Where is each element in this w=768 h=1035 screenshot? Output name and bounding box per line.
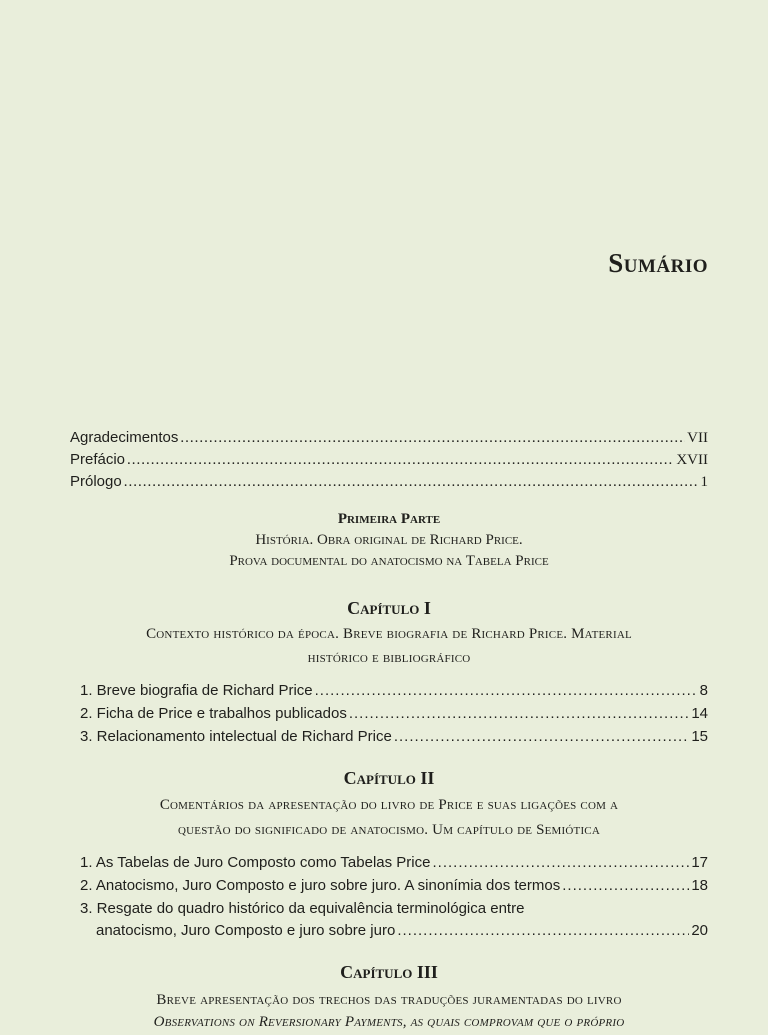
dot-leader: [315, 680, 698, 702]
chapter-description-2: questão do significado de anatocismo. Um capítulo de Semiótica: [177, 822, 600, 838]
chapter-description-1: Contexto histórico da época. Breve biografia de Richard Price. Material: [146, 626, 632, 642]
chapter-description-2: Observations on Reversionary Payments, as quais comprovam que o próprio: [153, 1014, 625, 1030]
toc-label: 2. Anatocismo, Juro Composto e juro sobre juro. A sinonímia dos termos: [80, 877, 561, 894]
toc-page: 1: [700, 474, 708, 490]
toc-label: 1. Breve biografia de Richard Price: [80, 682, 313, 699]
dot-leader: [180, 428, 685, 448]
toc-item: [96, 920, 708, 942]
page-title: Sumário: [608, 248, 708, 278]
chapter-heading: Capítulo I: [347, 598, 431, 618]
toc-page: 18: [691, 877, 708, 894]
toc-page: 15: [691, 728, 708, 745]
chapter-description-2: histórico e bibliográfico: [307, 650, 471, 666]
toc-item: [80, 680, 708, 702]
dot-leader: [394, 726, 689, 748]
dot-leader: [562, 875, 689, 897]
toc-item: [80, 703, 708, 725]
toc-label: anatocismo, Juro Composto e juro sobre juro: [96, 922, 396, 939]
toc-label: Prólogo: [70, 473, 122, 490]
part-heading: Primeira Parte: [337, 511, 441, 527]
dot-leader: [397, 920, 689, 942]
toc-label: 2. Ficha de Price e trabalhos publicados: [80, 705, 347, 722]
toc-item-line: 3. Resgate do quadro histórico da equivalência terminológica entre: [80, 900, 525, 917]
toc-page: 20: [691, 922, 708, 939]
dot-leader: [124, 472, 699, 492]
toc-label: Agradecimentos: [70, 429, 179, 446]
toc-page: 14: [691, 705, 708, 722]
toc-page: 8: [699, 682, 708, 699]
toc-item: [80, 875, 708, 897]
chapter-heading: Capítulo II: [343, 768, 435, 788]
toc-page: VII: [687, 430, 708, 446]
chapter-heading: Capítulo III: [340, 962, 438, 982]
toc-item: [80, 852, 708, 874]
part-subtitle-1: História. Obra original de Richard Price.: [255, 532, 523, 548]
toc-page: 17: [691, 854, 708, 871]
dot-leader: [432, 852, 689, 874]
toc-label: 3. Relacionamento intelectual de Richard Price: [80, 728, 392, 745]
dot-leader: [127, 450, 674, 470]
toc-item: [80, 726, 708, 748]
chapter-description-1: Comentários da apresentação do livro de Price e suas ligações com a: [159, 797, 619, 813]
toc-row-agradecimentos: [70, 428, 708, 448]
toc-label: Prefácio: [70, 451, 126, 468]
toc-row-prefacio: [70, 450, 708, 470]
toc-page: XVII: [676, 452, 708, 468]
toc-row-prologo: [70, 472, 708, 492]
part-subtitle-2: Prova documental do anatocismo na Tabela Price: [229, 553, 549, 569]
chapter-description-1: Breve apresentação dos trechos das traduções juramentadas do livro: [156, 992, 622, 1008]
dot-leader: [349, 703, 689, 725]
toc-label: 1. As Tabelas de Juro Composto como Tabelas Price: [80, 854, 431, 871]
